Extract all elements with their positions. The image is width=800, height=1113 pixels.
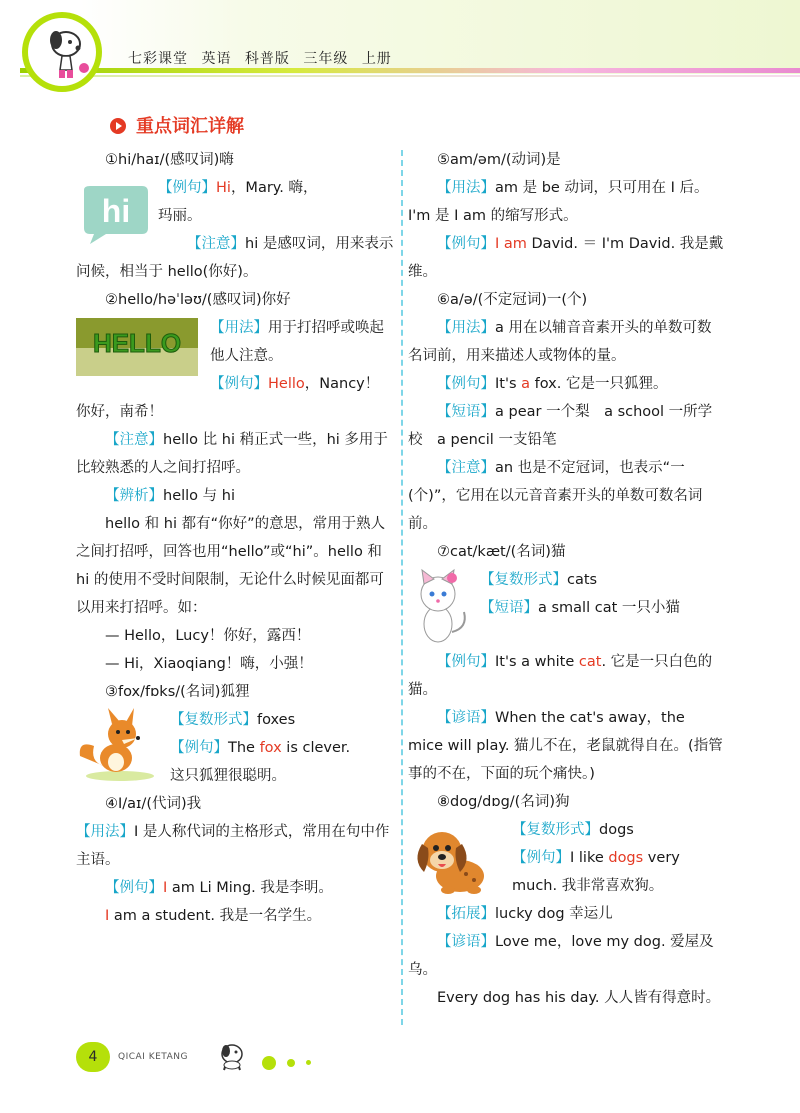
play-bullet-icon	[110, 118, 126, 134]
entry-fox-plural: 【复数形式】foxes	[170, 712, 296, 728]
section-title-text: 重点词汇详解	[136, 116, 244, 137]
entry-hello-diff: 【辨析】hello 与 hi	[105, 488, 235, 504]
entry-dog-example: 【例句】I like dogs very much. 我非常喜欢狗。	[512, 850, 680, 894]
dog-illustration-icon	[408, 820, 500, 900]
dot-small-icon	[306, 1060, 311, 1065]
column-divider	[401, 150, 403, 1025]
entry-a-phrase: 【短语】a pear 一个梨 a school 一所学校 a pencil 一支铅笔	[408, 404, 713, 448]
cat-illustration-icon	[408, 568, 470, 648]
header-grade: 三年级	[303, 51, 349, 67]
page-number: 4	[76, 1042, 110, 1072]
entry-cat-phrase: 【短语】a small cat 一只小猫	[480, 600, 680, 616]
page-header	[0, 0, 800, 110]
entry-am-usage: 【用法】am 是 be 动词，只可用在 I 后。I'm 是 I am 的缩写形式。	[408, 180, 709, 224]
header-stripe	[20, 68, 800, 73]
footer-dots	[262, 1052, 317, 1071]
header-volume: 上册	[361, 51, 392, 67]
footer-dog-icon	[212, 1038, 252, 1072]
entry-hello-example: 【例句】Hello，Nancy！	[210, 376, 380, 392]
entry-dog-extension: 【拓展】lucky dog 幸运儿	[437, 906, 613, 922]
dot-medium-icon	[287, 1059, 295, 1067]
hello-image-text: HELLO	[92, 328, 182, 358]
hi-speech-bubble-icon	[76, 184, 150, 246]
entry-hi-head: ①hi/haɪ/(感叹词)嗨	[105, 152, 234, 168]
right-column	[408, 146, 724, 1012]
dot-large-icon	[262, 1056, 276, 1070]
dialogue-line-2: — Hi，Xiaoqiang！嗨，小强！	[105, 656, 313, 672]
header-stripe-light	[20, 75, 800, 77]
entry-hello-example-cn: 你好，南希！	[76, 404, 163, 420]
fox-illustration-icon	[76, 706, 160, 782]
entry-dog-plural: 【复数形式】dogs	[512, 822, 634, 838]
entry-hello-diff-body: hello 和 hi 都有“你好”的意思，常用于熟人之间打招呼，回答也用“hello”或“hi”。hello 和 hi 的使用不受时间限制，无论什么时候见面都可以用来打招呼。如：	[76, 516, 386, 616]
entry-fox-head: ③fox/fɒks/(名词)狐狸	[105, 684, 250, 700]
header-series: 七彩课堂	[128, 51, 188, 67]
entry-dog-proverb-2: Every dog has his day. 人人皆有得意时。	[437, 990, 721, 1006]
entry-i-example-1: 【例句】I am Li Ming. 我是李明。	[105, 880, 333, 896]
dialogue-line-1: — Hello，Lucy！你好，露西！	[105, 628, 311, 644]
entry-hello-note: 【注意】hello 比 hi 稍正式一些，hi 多用于比较熟悉的人之间打招呼。	[76, 432, 388, 476]
entry-cat-example: 【例句】It's a white cat. 它是一只白色的猫。	[408, 654, 713, 698]
header-subject: 英语	[201, 51, 232, 67]
entry-dog-head: ⑧dog/dɒg/(名词)狗	[437, 794, 570, 810]
section-title	[110, 112, 244, 138]
entry-a-usage: 【用法】a 用在以辅音音素开头的单数可数名词前，用来描述人或物体的量。	[408, 320, 712, 364]
entry-hi-note: 【注意】hi 是感叹词，用来表示问候，相当于 hello(你好)。	[76, 236, 394, 280]
entry-a-example: 【例句】It's a fox. 它是一只狐狸。	[437, 376, 668, 392]
entry-i-example-2: I am a student. 我是一名学生。	[105, 908, 322, 924]
entry-hi-example: 【例句】Hi，Mary. 嗨， 玛丽。	[158, 180, 318, 224]
hi-bubble-text: hi	[101, 193, 131, 229]
header-edition: 科普版	[244, 51, 290, 67]
entry-cat-proverb: 【谚语】When the cat's away，the mice will play. 猫儿不在，老鼠就得自在。(指管事的不在，下面的玩个痛快。)	[408, 710, 723, 782]
entry-cat-plural: 【复数形式】cats	[480, 572, 598, 588]
entry-i-usage: 【用法】I 是人称代词的主格形式，常用在句中作主语。	[76, 824, 390, 868]
entry-am-example: 【例句】I am David. ＝ I'm David. 我是戴维。	[408, 236, 724, 280]
hello-image-icon	[76, 318, 198, 376]
entry-hello-head: ②hello/həˈləʊ/(感叹词)你好	[105, 292, 291, 308]
header-band	[0, 0, 800, 74]
entry-cat-head: ⑦cat/kæt/(名词)猫	[437, 544, 566, 560]
entry-hello-usage: 【用法】用于打招呼或唤起他人注意。	[210, 320, 384, 364]
entry-fox-example: 【例句】The fox is clever. 这只狐狸很聪明。	[170, 740, 351, 784]
left-column	[76, 146, 394, 930]
dog-mascot-icon	[22, 8, 114, 98]
entry-a-note: 【注意】an 也是不定冠词，也表示“一(个)”，它用在以元音音素开头的单数可数名词前。	[408, 460, 703, 532]
footer-brand: QICAI KETANG	[118, 1052, 188, 1062]
entry-am-head: ⑤am/əm/(动词)是	[437, 152, 561, 168]
entry-a-head: ⑥a/ə/(不定冠词)一(个)	[437, 292, 588, 308]
entry-dog-proverb: 【谚语】Love me，love my dog. 爱屋及乌。	[408, 934, 714, 978]
entry-i-head: ④I/aɪ/(代词)我	[105, 796, 202, 812]
header-title	[128, 48, 400, 68]
